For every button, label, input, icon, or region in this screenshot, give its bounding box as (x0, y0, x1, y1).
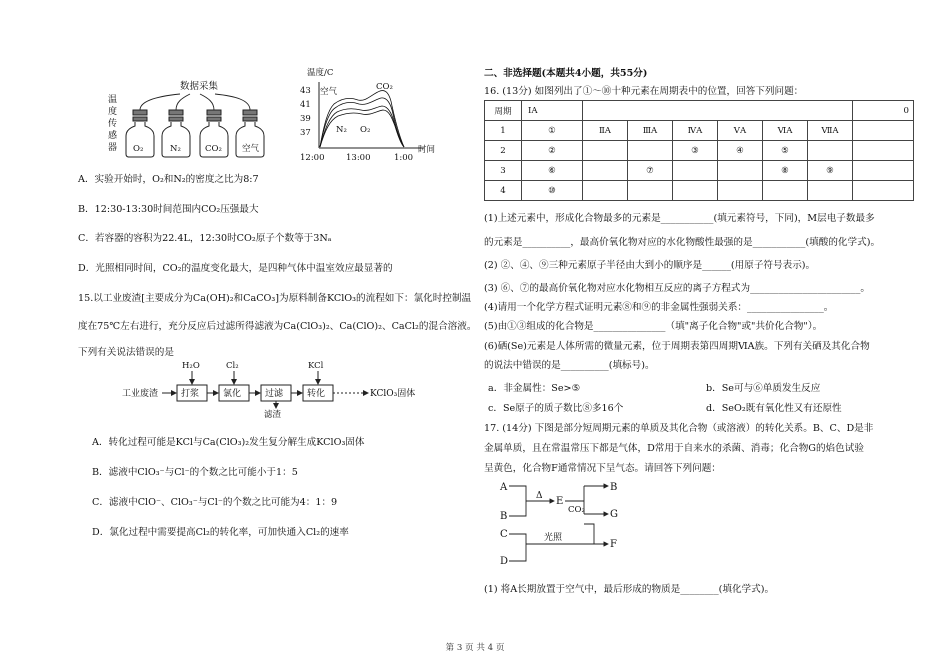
series-n2-label: N₂ (336, 125, 347, 135)
light-label: 光照 (544, 533, 563, 543)
table-cell: ① (522, 121, 583, 141)
q17-line-3: 呈黄色，化合物F通常情况下呈气态。请回答下列问题： (484, 463, 721, 474)
q14-option-a: A．实验开始时，O₂和N₂的密度之比为8:7 (78, 174, 259, 185)
node-d: D (500, 556, 509, 567)
table-cell (853, 121, 914, 141)
table-cell (808, 181, 853, 201)
node-a: A (500, 482, 508, 493)
flow-input: 工业废渣 (122, 389, 159, 399)
table-cell: ③ (673, 141, 718, 161)
table-row (485, 101, 914, 121)
table-cell (808, 141, 853, 161)
series-co2-label: CO₂ (376, 82, 393, 92)
table-cell: ⑦ (628, 161, 673, 181)
table-cell: 周期 (485, 101, 522, 121)
table-cell: ⅦA (808, 121, 853, 141)
bottle-air-label: 空气 (242, 144, 260, 154)
svg-text:度: 度 (108, 107, 118, 117)
flow-step-3: 过滤 (265, 389, 284, 399)
data-collect-label: 数据采集 (180, 81, 219, 92)
table-cell: 3 (485, 161, 522, 181)
flow-reagent-kcl: KCl (308, 361, 324, 371)
flow-step-4: 转化 (307, 389, 326, 399)
q16-line-7: (6)硒(Se)元素是人体所需的微量元素，位于周期表第四周期ⅥA族。下列有关硒及其化合物 (484, 341, 870, 352)
co2-label: CO₂ (568, 505, 585, 515)
curve-co2 (320, 91, 404, 147)
table-row (485, 161, 914, 181)
q16-intro: 16. (13分) 如图列出了①～⑩十种元素在周期表中的位置，回答下列问题： (484, 86, 804, 97)
svg-text:感: 感 (108, 131, 118, 141)
series-air-label: 空气 (320, 87, 338, 97)
reaction-scheme (492, 476, 642, 568)
table-cell: ⑧ (763, 161, 808, 181)
table-row (485, 141, 914, 161)
flow-chart (118, 358, 438, 420)
q15-option-c: C．滤液中ClO⁻、ClO₃⁻与Cl⁻的个数之比可能为4：1：9 (92, 497, 338, 508)
xtick-100: 1:00 (394, 153, 414, 163)
table-cell (853, 181, 914, 201)
delta-label: Δ (536, 491, 543, 501)
table-cell: 1 (485, 121, 522, 141)
q16-line-4: (3) ⑥、⑦的最高价氧化物对应水化物相互反应的离子方程式为_______________________。 (484, 283, 870, 294)
table-row (485, 121, 914, 141)
ytick-43: 43 (300, 86, 311, 96)
q15-option-b: B．滤液中ClO₃⁻与Cl⁻的个数之比可能小于1：5 (92, 467, 298, 478)
table-cell: 4 (485, 181, 522, 201)
apparatus-figure (100, 72, 300, 160)
table-cell (718, 161, 763, 181)
q15-line-3: 下列有关说法错误的是 (78, 347, 174, 358)
table-cell: ⅤA (718, 121, 763, 141)
series-o2-label: O₂ (360, 125, 371, 135)
ytick-37: 37 (300, 128, 311, 138)
q16-line-8: 的说法中错误的是__________(填标号)。 (484, 360, 655, 371)
graph-xlabel: 时间 (418, 145, 436, 155)
table-cell (718, 181, 763, 201)
table-cell: ⑩ (522, 181, 583, 201)
q14-option-c: C．若容器的容积为22.4L，12:30时CO₂原子个数等于3Nₐ (78, 233, 332, 244)
table-cell (853, 141, 914, 161)
flow-residue: 滤渣 (264, 410, 282, 420)
node-b-left: B (500, 511, 508, 522)
table-cell: ⅥA (763, 121, 808, 141)
temperature-graph (292, 64, 440, 164)
table-cell: ⑨ (808, 161, 853, 181)
xtick-1200: 12:00 (300, 153, 325, 163)
node-c: C (500, 529, 508, 540)
table-cell (853, 161, 914, 181)
node-b-right: B (610, 482, 618, 493)
flow-reagent-cl2: Cl₂ (226, 361, 239, 371)
table-cell: ⅡA (583, 121, 628, 141)
q17-line-1: 17. (14分) 下图是部分短周期元素的单质及其化合物（或溶液）的转化关系。B、C、D是非 (484, 423, 874, 434)
q16-line-5: (4)请用一个化学方程式证明元素⑧和⑨的非金属性强弱关系：________________。 (484, 302, 834, 313)
table-cell (583, 141, 628, 161)
periodic-table (484, 100, 914, 201)
table-cell (763, 181, 808, 201)
q15-line-1: 15.以工业废渣[主要成分为Ca(OH)₂和CaCO₃]为原料制备KClO₃的流程如下：氯化时控制温 (78, 293, 472, 304)
svg-text:传: 传 (108, 119, 118, 129)
table-cell (583, 161, 628, 181)
sensor-label (108, 94, 117, 153)
table-cell (673, 181, 718, 201)
bottle-n2-label: N₂ (170, 144, 181, 154)
q15-option-d: D．氯化过程中需要提高Cl₂的转化率，可加快通入Cl₂的速率 (92, 527, 349, 538)
table-cell: 0 (853, 101, 914, 121)
table-cell: ⑥ (522, 161, 583, 181)
q16-line-3: (2) ②、④、⑨三种元素原子半径由大到小的顺序是______(用原子符号表示)。 (484, 260, 816, 271)
q14-option-b: B．12:30-13:30时间范围内CO₂压强最大 (78, 204, 259, 215)
table-cell (628, 181, 673, 201)
flow-reagent-h2o: H₂O (182, 361, 200, 371)
ytick-39: 39 (300, 114, 311, 124)
q16-line-6: (5)由①③组成的化合物是_______________（填"离子化合物"或"共价化合物"）。 (484, 321, 823, 332)
svg-text:器: 器 (108, 143, 118, 153)
flow-step-1: 打浆 (181, 389, 200, 399)
flow-step-2: 氯化 (223, 389, 242, 399)
page-footer: 第 3 页 共 4 页 (445, 643, 505, 653)
q16-6-option-c: c．Se原子的质子数比⑧多16个 (488, 403, 624, 414)
svg-text:温: 温 (108, 95, 118, 105)
q17-line-2: 金属单质，且在常温常压下都是气体，D常用于自来水的杀菌、消毒；化合物G的焰色试验 (484, 443, 864, 454)
graph-ylabel: 温度/C (307, 68, 334, 78)
q16-line-2: 的元素是__________，最高价氧化物对应的水化物酸性最强的是___________(填酸的化学式)。 (484, 237, 881, 248)
section-title: 二、非选择题(本题共4小题，共55分) (484, 68, 648, 79)
q16-6-option-a: a．非金属性：Se>⑤ (488, 383, 581, 394)
table-cell: ② (522, 141, 583, 161)
table-cell: ⅣA (673, 121, 718, 141)
node-f: F (610, 539, 617, 550)
q17-question-1: (1) 将A长期放置于空气中，最后形成的物质是________(填化学式)。 (484, 584, 775, 595)
table-row (485, 181, 914, 201)
table-cell (583, 181, 628, 201)
q16-6-option-b: b．Se可与⑥单质发生反应 (706, 383, 821, 394)
q16-6-option-d: d．SeO₂既有氧化性又有还原性 (706, 403, 842, 414)
table-cell: ④ (718, 141, 763, 161)
flow-product: KClO₃固体 (370, 389, 416, 399)
xtick-1300: 13:00 (346, 153, 371, 163)
node-g: G (610, 509, 618, 520)
node-e: E (556, 496, 564, 507)
q16-line-1: (1)上述元素中，形成化合物最多的元素是___________(填元素符号，下同)，M层电子数最多 (484, 213, 875, 224)
ytick-41: 41 (300, 100, 311, 110)
q14-option-d: D．光照相同时间，CO₂的温度变化最大，是四种气体中温室效应最显著的 (78, 263, 393, 274)
bottle-co2-label: CO₂ (205, 144, 222, 154)
table-cell: ⑤ (763, 141, 808, 161)
table-cell: ⅠA (522, 101, 583, 121)
q15-option-a: A．转化过程可能是KCl与Ca(ClO₃)₂发生复分解生成KClO₃固体 (92, 437, 365, 448)
q15-line-2: 度在75℃左右进行，充分反应后过滤所得滤液为Ca(ClO₃)₂、Ca(ClO)₂、CaCl₂的混合溶液。 (78, 321, 477, 332)
table-cell: ⅢA (628, 121, 673, 141)
table-cell (628, 141, 673, 161)
table-cell: 2 (485, 141, 522, 161)
table-cell (673, 161, 718, 181)
bottle-o2-label: O₂ (133, 144, 144, 154)
table-cell (583, 101, 853, 121)
